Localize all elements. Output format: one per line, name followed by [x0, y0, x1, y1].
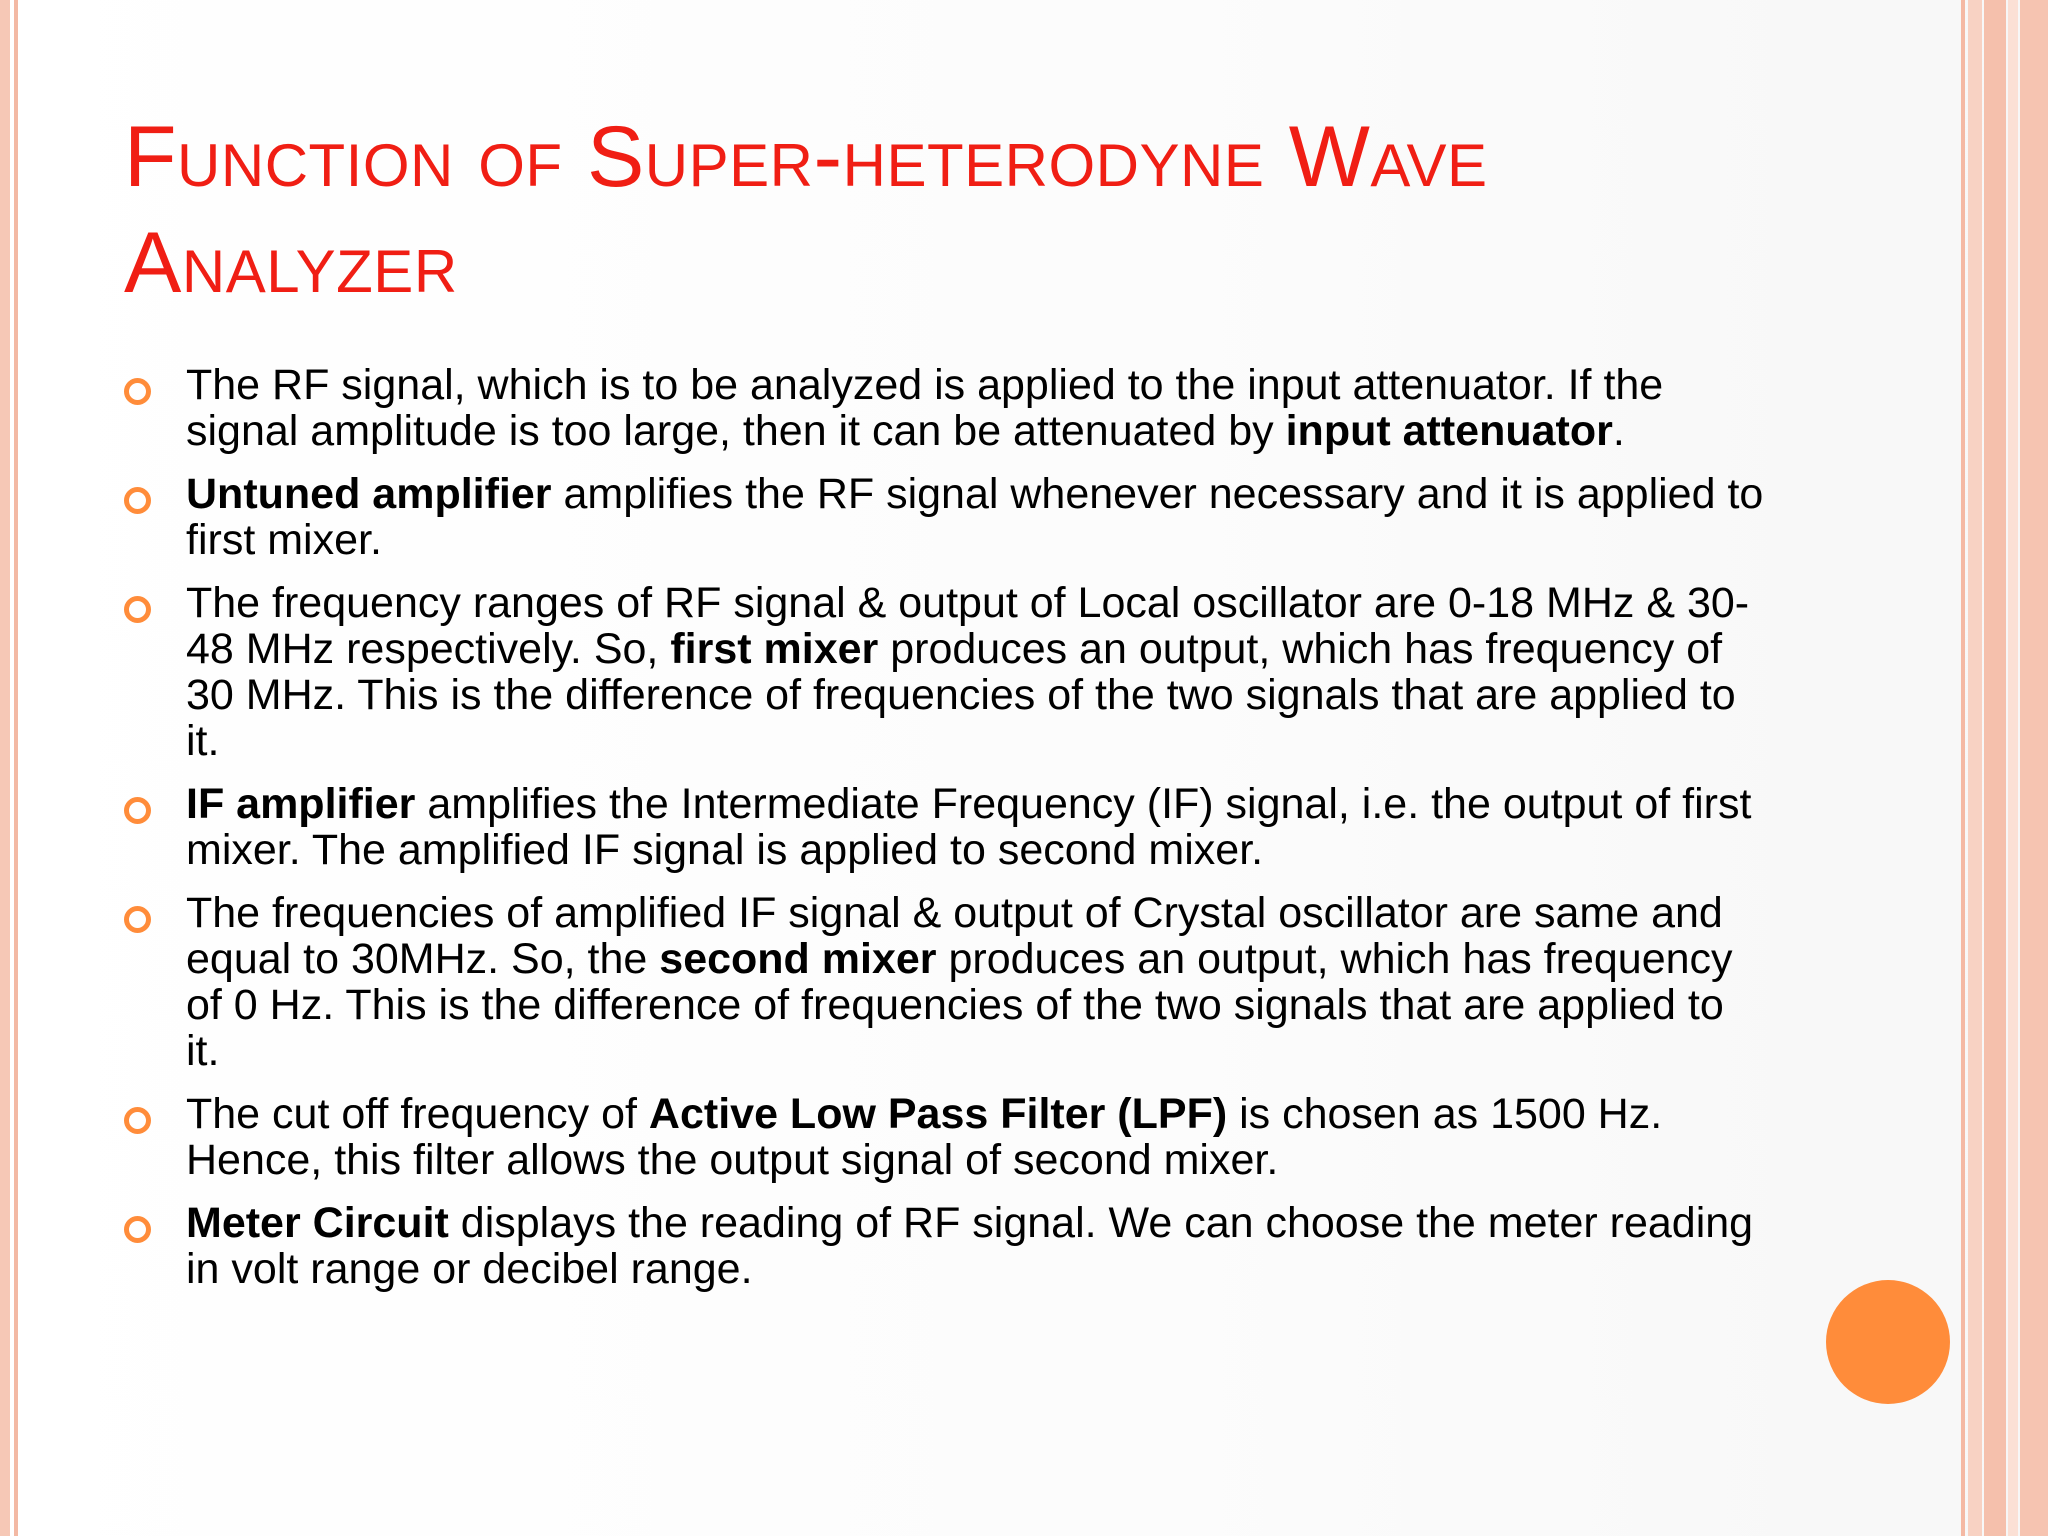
- hollow-circle-bullet-icon: [124, 1216, 151, 1243]
- bullet-bold-term: first mixer: [670, 625, 879, 673]
- bullet-text-run: amplifies the RF signal whenever necessary and it is applied to first mixer.: [186, 470, 1764, 564]
- bullet-text-run: The cut off frequency of: [186, 1090, 649, 1138]
- bullet-text-run: The frequencies of amplified IF signal & output of Crystal oscillator are same and equal to 30MHz. So, the: [186, 889, 1723, 983]
- bullet-item: [124, 1200, 1764, 1292]
- bullet-item: [124, 362, 1764, 454]
- right-border-stripe: [1968, 0, 1982, 1536]
- bullet-item: [124, 580, 1764, 764]
- bullet-text: [186, 361, 1663, 455]
- bullet-text-run: is chosen as 1500 Hz. Hence, this filter allows the output signal of second mixer.: [186, 1090, 1663, 1184]
- hollow-circle-bullet-icon: [124, 596, 151, 623]
- bullet-text-run: produces an output, which has frequency of 0 Hz. This is the difference of frequencies of the two signals that are applied to it.: [186, 935, 1733, 1075]
- bullet-text-run: The frequency ranges of RF signal & output of Local oscillator are 0-18 MHz & 30-48 MHz respectively. So,: [186, 579, 1750, 673]
- bullet-bold-term: Meter Circuit: [186, 1199, 449, 1247]
- hollow-circle-bullet-icon: [124, 487, 151, 514]
- decorative-orange-circle: [1826, 1280, 1950, 1404]
- bullet-text: [186, 889, 1733, 1075]
- bullet-list: [124, 362, 1764, 1309]
- bullet-text-run: .: [1612, 407, 1625, 455]
- left-border-stripe: [14, 0, 18, 1536]
- bullet-item: [124, 1091, 1764, 1183]
- bullet-bold-term: second mixer: [659, 935, 937, 983]
- bullet-text: [186, 470, 1763, 564]
- right-border-stripe: [2020, 0, 2048, 1536]
- hollow-circle-bullet-icon: [124, 1107, 151, 1134]
- bullet-item: [124, 890, 1764, 1074]
- left-border-stripe: [0, 0, 10, 1536]
- right-border-stripe: [1961, 0, 1965, 1536]
- bullet-text: [186, 579, 1749, 765]
- bullet-item: [124, 781, 1764, 873]
- bullet-text: [186, 1199, 1753, 1293]
- right-border-stripe: [2008, 0, 2018, 1536]
- bullet-text: [186, 780, 1751, 874]
- bullet-text-run: The RF signal, which is to be analyzed is applied to the input attenuator. If the signal amplitude is too large, then it can be attenuated by: [186, 361, 1664, 455]
- hollow-circle-bullet-icon: [124, 797, 151, 824]
- right-border-stripe: [1984, 0, 2006, 1536]
- bullet-item: [124, 471, 1764, 563]
- bullet-bold-term: input attenuator: [1285, 407, 1613, 455]
- hollow-circle-bullet-icon: [124, 378, 151, 405]
- bullet-text-run: produces an output, which has frequency of 30 MHz. This is the difference of frequencies of the two signals that are applied to it.: [186, 625, 1736, 765]
- bullet-bold-term: Active Low Pass Filter (LPF): [648, 1090, 1228, 1138]
- hollow-circle-bullet-icon: [124, 906, 151, 933]
- bullet-text-run: amplifies the Intermediate Frequency (IF) signal, i.e. the output of first mixer. The amplified IF signal is applied to second mixer.: [186, 780, 1752, 874]
- bullet-bold-term: Untuned amplifier: [186, 470, 552, 518]
- bullet-text-run: displays the reading of RF signal. We can choose the meter reading in volt range or decibel range.: [186, 1199, 1754, 1293]
- slide-title: Function of Super-heterodyne Wave Analyzer: [124, 109, 1488, 311]
- bullet-bold-term: IF amplifier: [186, 780, 416, 828]
- bullet-text: [186, 1090, 1662, 1184]
